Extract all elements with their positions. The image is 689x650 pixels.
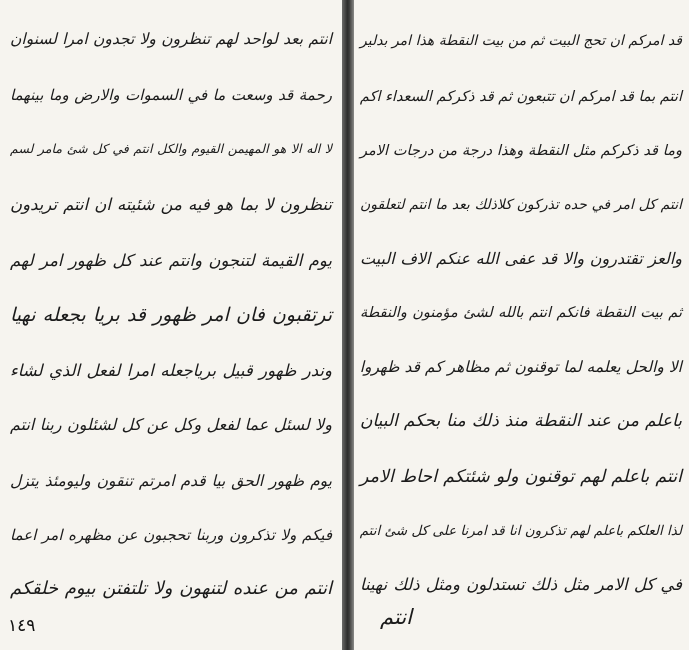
right-line: انتم: [380, 605, 412, 629]
right-line: والعز تقتدرون والا قد عفى الله عنكم الاف البيت: [360, 249, 682, 268]
right-line: انتم باعلم لهم توقنون ولو شئتكم احاط الامر: [360, 467, 682, 487]
left-line: لا اله الا هو المهيمن القيوم والكل انتم في كل شئ مامر لسم: [10, 141, 332, 156]
right-line: قد امركم ان تحج البيت ثم من بيت النقطة هذا امر بدلير: [360, 33, 682, 49]
left-line: تنظرون لا بما هو فيه من شئيته ان انتم تريدون: [10, 195, 332, 214]
left-line: ترتقبون فان امر ظهور قد بريا بجعله نهيا: [10, 304, 332, 326]
right-line: لذا العلكم باعلم لهم تذكرون انا قد امرنا على كل شئ انتم: [359, 523, 682, 539]
page-number: ١٤٩: [8, 616, 36, 636]
right-page: [354, 0, 689, 650]
left-line: ولا لسئل عما لفعل وكل عن كل لشئلون ربنا انتم: [10, 415, 332, 434]
right-line: انتم بما قد امركم ان تتبعون ثم قد ذكركم السعداء اكم: [359, 89, 682, 105]
right-line: الا والحل يعلمه لما توقنون ثم مظاهر كم قد ظهروا: [359, 358, 682, 376]
right-line: وما قد ذكركم مثل النقطة وهذا درجة من درجات الامر: [360, 143, 682, 159]
left-page: [0, 0, 342, 650]
right-page-text: [360, 0, 682, 650]
book-gutter: [342, 0, 354, 650]
left-line: انتم من عنده لتنهون ولا تلتفتن بيوم خلقكم: [10, 578, 332, 599]
left-line: يوم القيمة لتنجون وانتم عند كل ظهور امر لهم: [10, 251, 332, 270]
right-line: باعلم من عند النقطة منذ ذلك منا بحكم البيان: [360, 411, 682, 431]
left-line: انتم بعد لواحد لهم تنظرون ولا تجدون امرا لسنوان: [10, 30, 332, 48]
left-line: فيكم ولا تذكرون وربنا تحجبون عن مظهره امر اعما: [10, 526, 332, 544]
right-line: ثم بيت النقطة فانكم انتم بالله لشئ مؤمنون والنقطة: [360, 305, 682, 321]
left-page-text: [10, 0, 332, 650]
left-line: يوم ظهور الحق بيا قدم امرتم تنقون وليومئذ يتزل: [10, 472, 332, 490]
right-line: انتم كل امر في حده تذركون كلاذلك بعد ما انتم لتعلقون: [360, 197, 682, 213]
left-line: وندر ظهور قبيل برياجعله امرا لفعل الذي لشاء: [10, 361, 332, 380]
right-line: في كل الامر مثل ذلك تستدلون ومثل ذلك نهينا: [360, 575, 682, 594]
left-line: رحمة قد وسعت ما في السموات والارض وما بينهما: [10, 86, 332, 104]
